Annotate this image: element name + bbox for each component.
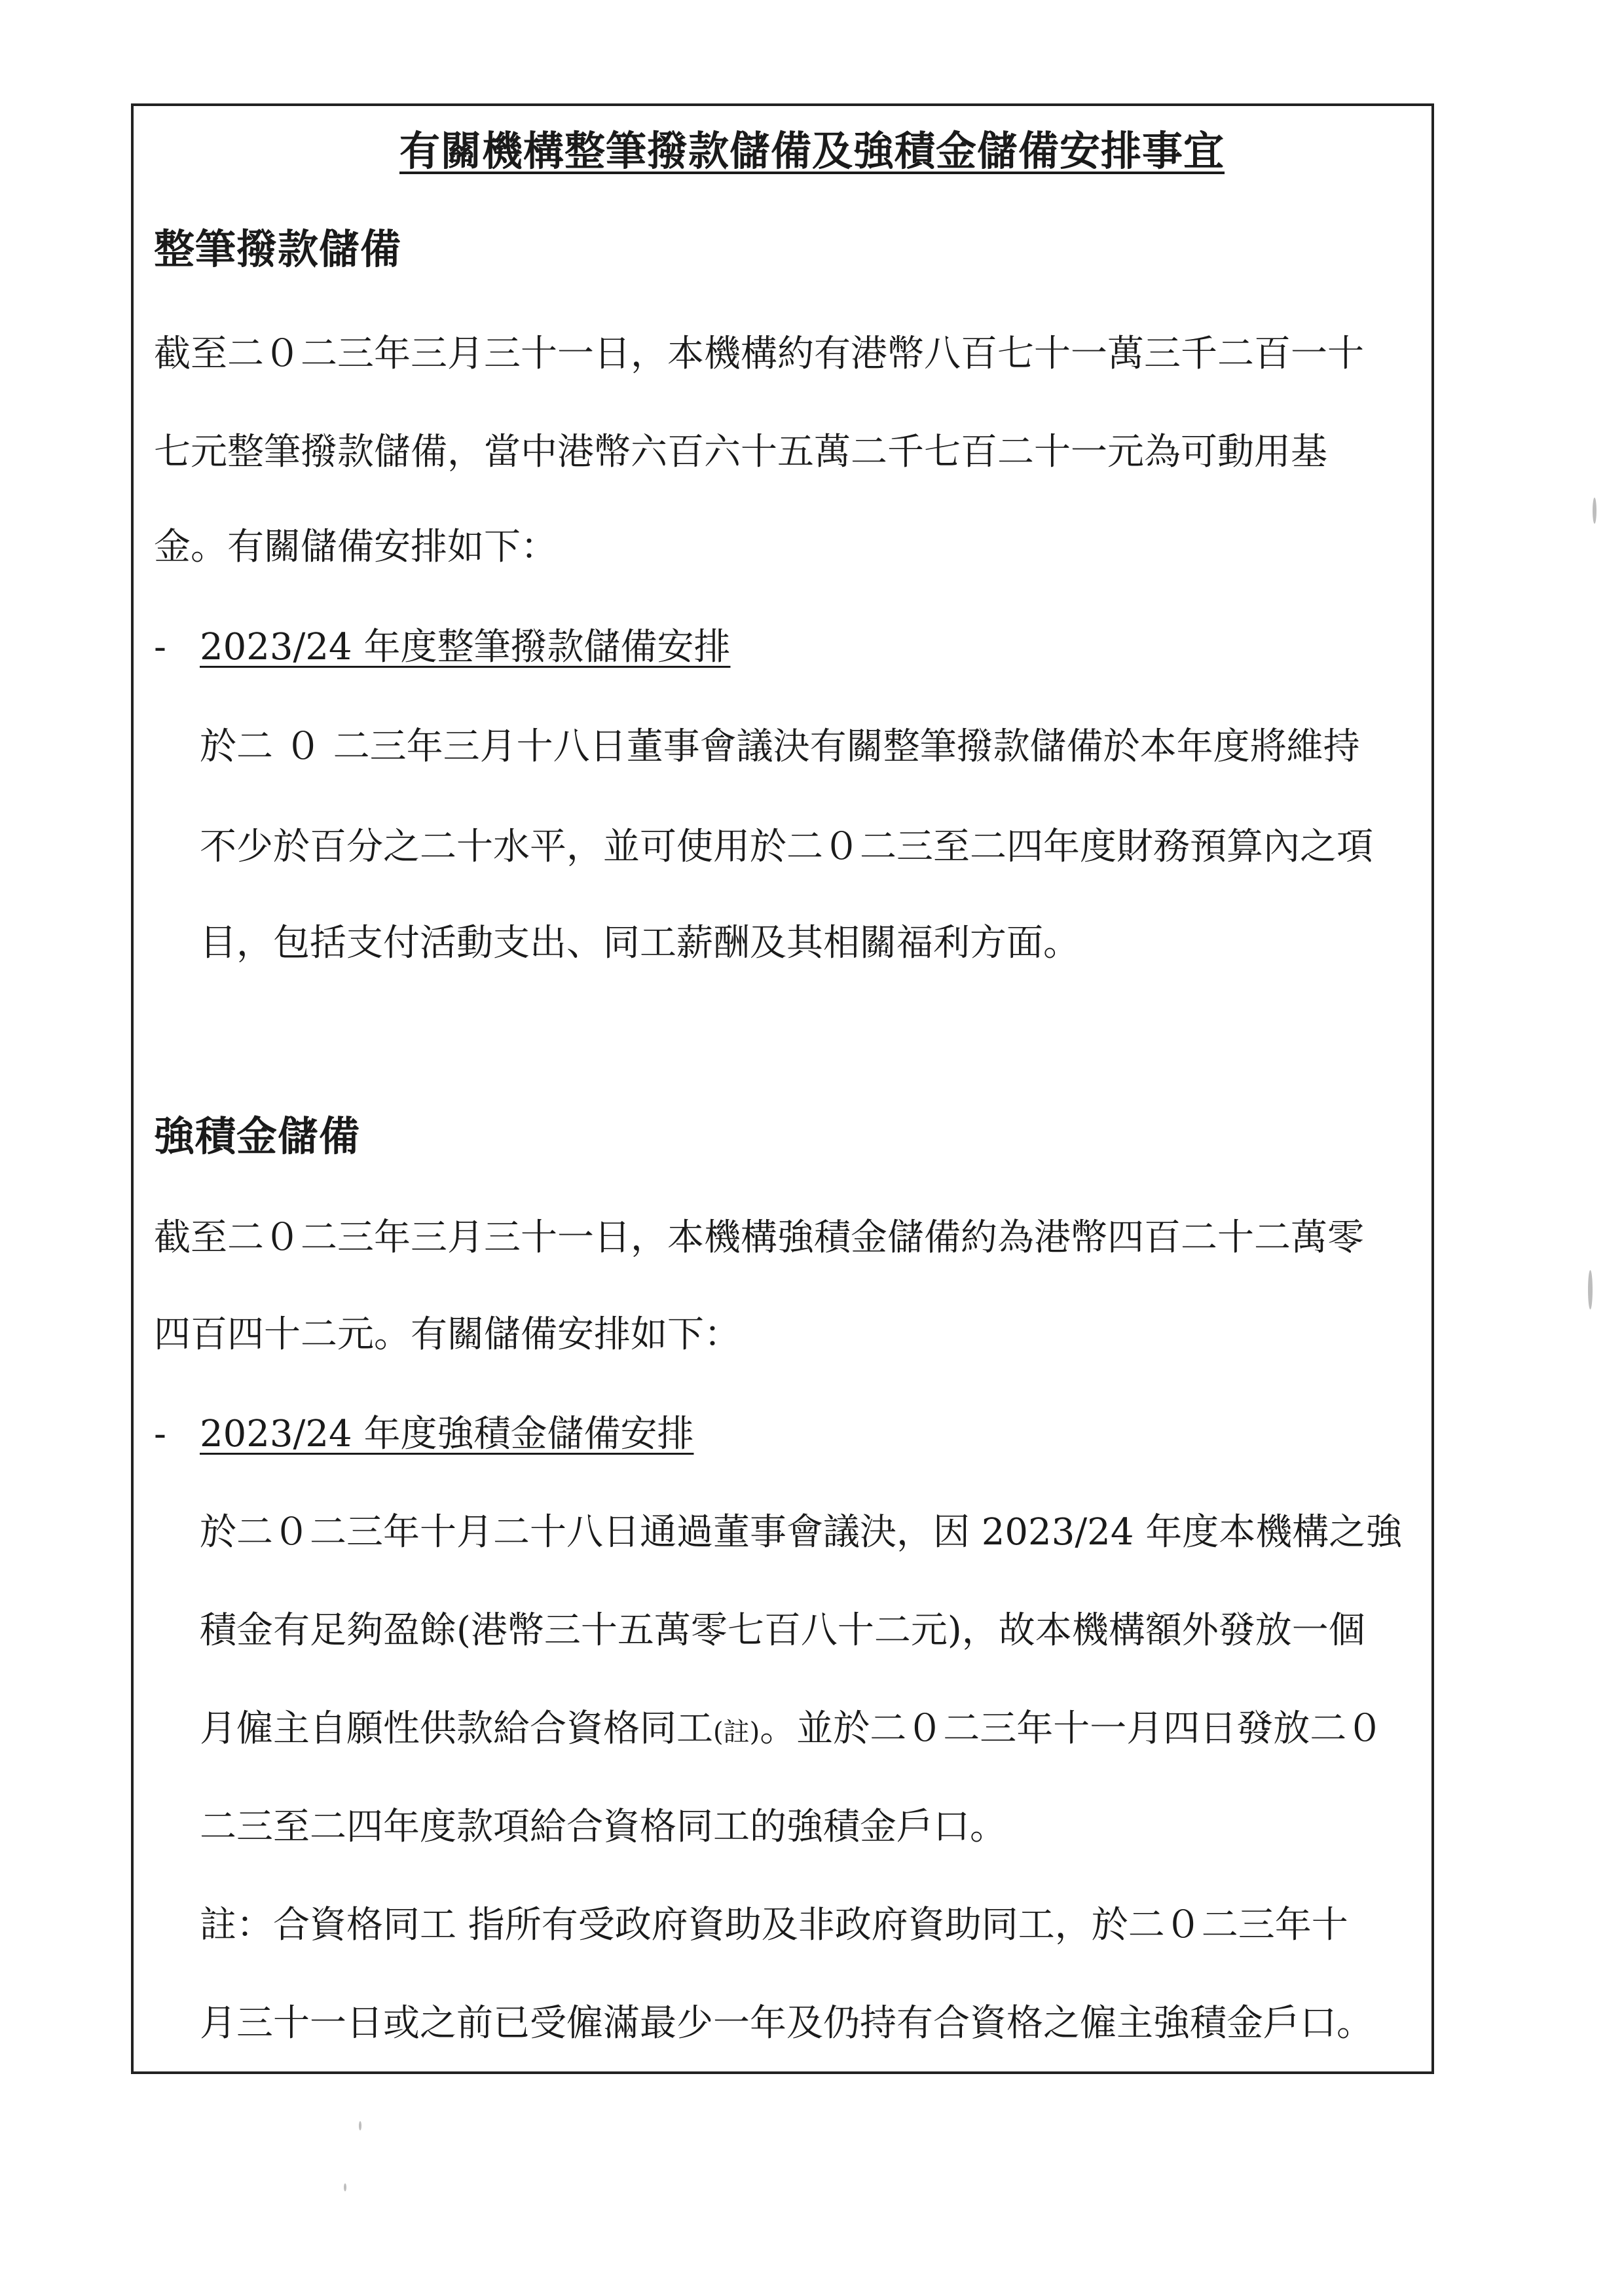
lump-sum-intro-line-2: 七元整筆撥款儲備，當中港幣六百六十五萬二千七百二十一元為可動用基 <box>154 431 1327 473</box>
mpf-note-line-1: 註：合資格同工 指所有受政府資助及非政府資助同工，於二０二三年十 <box>200 1904 1348 1946</box>
mpf-intro-line-2: 四百四十二元。有關儲備安排如下： <box>154 1313 741 1356</box>
mpf-subheading: 2023/24 年度強積金儲備安排 <box>200 1413 694 1455</box>
mpf-intro-line-1: 截至二０二三年三月三十一日，本機構強積金儲備約為港幣四百二十二萬零 <box>154 1216 1364 1259</box>
lump-sum-subheading: 2023/24 年度整筆撥款儲備安排 <box>200 626 731 668</box>
lump-sum-intro-line-1: 截至二０二三年三月三十一日，本機構約有港幣八百七十一萬三千二百一十 <box>154 333 1364 375</box>
lump-sum-body-line-2: 不少於百分之二十水平，並可使用於二０二三至二四年度財務預算內之項 <box>200 826 1373 868</box>
scan-speck <box>1588 1270 1593 1309</box>
lump-sum-heading: 整筆撥款儲備 <box>154 225 402 273</box>
mpf-body-line-3 <box>200 1705 1383 1753</box>
mpf-bullet-dash: - <box>154 1413 166 1455</box>
document-border <box>131 103 1434 2074</box>
mpf-body-line-1: 於二０二三年十月二十八日通過董事會議決，因 2023/24 年度本機構之強 <box>200 1511 1403 1554</box>
document-title: 有關機構整筆撥款儲備及強積金儲備安排事宜 <box>399 127 1225 175</box>
mpf-heading: 強積金儲備 <box>154 1112 361 1160</box>
scan-speck <box>1593 498 1596 524</box>
mpf-body-line-3-after: 。並於二０二三年十一月四日發放二０ <box>760 1707 1384 1750</box>
scan-speck <box>359 2121 361 2130</box>
mpf-note-marker: (註) <box>713 1717 760 1747</box>
mpf-body-line-4: 二三至二四年度款項給合資格同工的強積金戶口。 <box>200 1806 1006 1848</box>
lump-sum-bullet-dash: - <box>154 626 166 668</box>
lump-sum-body-line-3: 目，包括支付活動支出、同工薪酬及其相關福利方面。 <box>200 922 1080 964</box>
mpf-note-line-2: 月三十一日或之前已受僱滿最少一年及仍持有合資格之僱主強積金戶口。 <box>200 2002 1373 2045</box>
lump-sum-body-line-1: 於二 ０ 二三年三月十八日董事會議決有關整筆撥款儲備於本年度將維持 <box>200 725 1360 768</box>
mpf-body-line-3-before: 月僱主自願性供款給合資格同工 <box>200 1707 713 1750</box>
lump-sum-intro-line-3: 金。有關儲備安排如下： <box>154 526 557 568</box>
scan-speck <box>344 2183 346 2191</box>
mpf-body-line-2: 積金有足夠盈餘(港幣三十五萬零七百八十二元)，故本機構額外發放一個 <box>200 1609 1365 1652</box>
